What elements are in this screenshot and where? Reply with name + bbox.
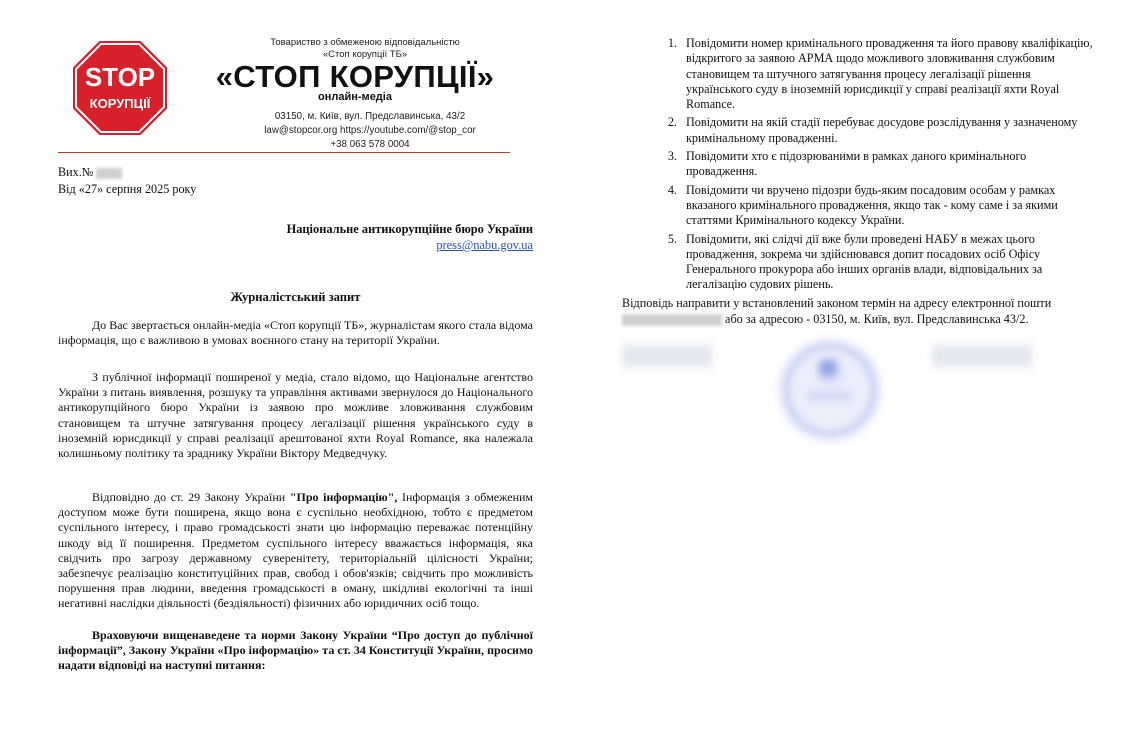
outgoing-number-label: Вих.№: [58, 165, 94, 179]
paragraph-1-text: До Вас звертається онлайн-медіа «Стоп корупції ТБ», журналістам якого стала відома інформація, що є важливою в умовах воєнного стану на території України.: [58, 318, 533, 348]
paragraph-context: [58, 370, 533, 461]
paragraph-3-text: [58, 490, 533, 612]
logo-text-koruptsii: КОРУПЦІЇ: [89, 96, 151, 111]
paragraph-request: [58, 628, 533, 674]
addressee-name: Національне антикорупційне бюро України: [286, 222, 533, 236]
question-item: 4. Повідомити чи вручено підозри будь-яким посадовим особам у рамках вказаного кримінального провадження, якщо так - кому саме і за якими статтями Кримінального кодексу України.: [680, 183, 1095, 229]
closing-paragraph: [622, 296, 1097, 327]
paragraph-3-rest: Інформація з обмеженим доступом може бути поширена, якщо вона є суспільно необхідною, тобто є предметом суспільного інтересу, і право громадськості знати цю інформацію переважає потенційну шкоду від її поширення. Предметом суспільного інтересу вважається інформація, яка свідчить про загрозу державному суверенітету, територіальній цілісності України; забезпечує реалізацію конституційних прав, свобод і обов'язків; свідчить про можливість порушення прав людини, введення громадськості в оману, шкідливі екологічні та інші негативні наслідки діяльності (бездіяльності) фізичних або юридичних осіб тощо.: [58, 490, 534, 611]
company-legal-name: [215, 37, 515, 61]
paragraph-3-start: Відповідно до ст. 29 Закону України: [92, 490, 290, 504]
question-item: 2. Повідомити на якій стадії перебуває досудове розслідування у зазначеному кримінальному провадженні.: [680, 115, 1095, 146]
redacted-name: [932, 345, 1032, 367]
closing-line-1: Відповідь направити у встановлений законом термін на адресу електронної пошти: [622, 296, 1052, 310]
stop-sign-logo: [70, 38, 170, 138]
company-line-2: «Стоп корупції ТБ»: [322, 49, 408, 60]
redacted-email: [622, 314, 722, 326]
paragraph-3-law-name: "Про інформацію",: [289, 490, 398, 504]
closing-line-2-row: [622, 312, 1097, 328]
questions-list: [625, 36, 1095, 296]
contact-block: [220, 110, 520, 152]
question-item: 5. Повідомити, які слідчі дії вже були проведені НАБУ в межах цього провадження, зокрема чи здійснювався допит посадових осіб Офісу Генерального прокурора або інших органів влади, відповідальних за легалізацію судових рішень.: [680, 232, 1095, 293]
redacted-position: [622, 345, 712, 367]
question-item: 3. Повідомити хто є підозрюваними в рамках даного кримінального провадження.: [680, 149, 1095, 180]
document-title: Журналістський запит: [230, 290, 361, 304]
question-item: 1. Повідомити номер кримінального провадження та його правову кваліфікацію, відкритого за заявою АРМА щодо можливого зловживання службовим становищем та штучного затягування процесу легалізації рішення українського суду в іноземній юрисдикції у справі реалізації яхти Royal Romance.: [680, 36, 1095, 112]
paragraph-4-text: Враховуючи вищенаведене та норми Закону України “Про доступ до публічної інформації”, Закону України «Про інформацію» та ст. 34 Конституції України, просимо надати відповіді на наступні питання:: [58, 628, 533, 673]
logo-text-stop: STOP: [84, 62, 156, 92]
paragraph-intro: [58, 318, 533, 348]
paragraph-law: [58, 490, 533, 612]
postal-address: 03150, м. Київ, вул. Предславинська, 43/2: [274, 111, 466, 122]
closing-line-2: або за адресою - 03150, м. Київ, вул. Предславинська 43/2.: [725, 311, 1029, 326]
brand-name: «СТОП КОРУПЦІЇ»: [215, 59, 495, 94]
header-divider: [58, 152, 510, 153]
outgoing-number: [58, 165, 122, 181]
brand-subtitle: онлайн-медіа: [318, 91, 392, 103]
blurred-stamp: [770, 330, 890, 450]
addressee-email-link[interactable]: press@nabu.gov.ua: [436, 238, 533, 252]
outgoing-date: Від «27» серпня 2025 року: [58, 182, 197, 196]
phone-number: +38 063 578 0004: [330, 139, 410, 150]
page-left: [0, 0, 560, 750]
paragraph-2-text: З публічної інформації поширеної у медіа, стало відомо, що Національне агентство України з питань виявлення, розшуку та управління активами звернулося до Національного антикорупційного бюро України із заявою про можливе зловживання службовим становищем та штучне затягування процесу легалізації рішення українського суду в іноземній юрисдикції у справі реалізації арештованої яхти Royal Romance, яка належала колишньому політику та зраднику України Віктору Медведчуку.: [58, 370, 533, 461]
company-line-1: Товариство з обмеженою відповідальністю: [270, 37, 460, 48]
redacted-number: [96, 168, 122, 179]
email-and-website: law@stopcor.org https://youtube.com/@stop_cor: [264, 125, 476, 136]
